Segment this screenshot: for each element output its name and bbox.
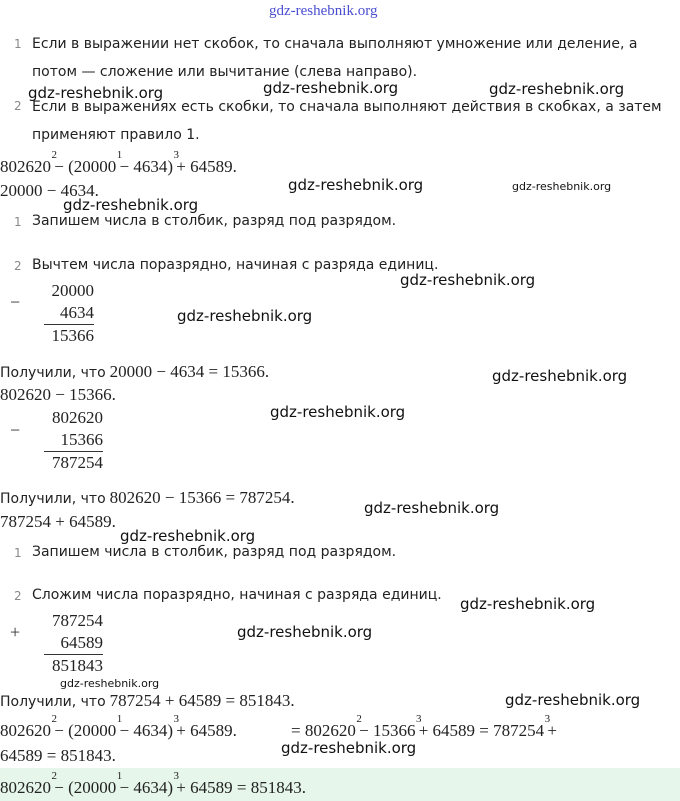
top-watermark-link[interactable]: gdz-reshebnik.org [269,3,378,19]
plus-sign: + [10,622,21,642]
step1-result: Получили, что 20000 − 4634 = 15366. [0,362,270,381]
step2-title: 802620 − 15366. [0,385,116,404]
watermark: gdz-reshebnik.org [63,196,199,214]
watermark: gdz-reshebnik.org [288,176,424,194]
rule-2-line1: Если в выражениях есть скобки, то сначала выполняют действия в скобках, а затем [32,99,662,115]
minus-sign: − [10,420,21,440]
step1-sub1-text: Запишем числа в столбик, разряд под разрядом. [32,213,397,229]
watermark: gdz-reshebnik.org [364,499,500,517]
order-mark: 3 [173,149,180,161]
watermark: gdz-reshebnik.org [460,595,596,613]
watermark: gdz-reshebnik.org [270,403,406,421]
column-subtraction-2: 802620 15366 787254 [44,407,103,474]
step3-sub1-number: 1 [14,546,22,560]
step3-sub2-text: Сложим числа поразрядно, начиная с разряда единиц. [32,587,442,603]
step1-sub2-text: Вычтем числа поразрядно, начиная с разряда единиц. [32,257,439,273]
watermark: gdz-reshebnik.org [281,739,417,757]
summary-line-1: 802620 $^2$− (20000 $^1$− 4634) $^3$+ 64589. [0,713,237,740]
step1-sub2-number: 2 [14,259,22,273]
watermark: gdz-reshebnik.org [400,271,536,289]
watermark: gdz-reshebnik.org [505,691,641,709]
summary-line-2: 64589 = 851843. [0,746,116,765]
minus-sign: − [10,292,21,312]
step3-sub2-number: 2 [14,589,22,603]
watermark: gdz-reshebnik.org [492,367,628,385]
watermark: gdz-reshebnik.org [489,80,625,98]
step2-result: Получили, что 802620 − 15366 = 787254. [0,488,295,507]
order-mark: 1 [116,149,123,161]
final-answer: 802620 $^2$− (20000 $^1$− 4634) $^3$+ 64589 = 851843. [0,770,306,797]
rule-1-line1: Если в выражении нет скобок, то сначала выполняют умножение или деление, а [32,36,638,52]
watermark: gdz-reshebnik.org [60,677,160,690]
order-mark: 2 [51,149,57,161]
watermark: gdz-reshebnik.org [28,84,164,102]
main-expression: 802620 $^2$− (20000 $^1$− 4634) $^3$+ 64589. [0,149,237,176]
column-addition: 787254 64589 851843 [44,610,103,677]
watermark: gdz-reshebnik.org [177,307,313,325]
summary-line-1-cont: = 802620 $^2$− 15366 $^3$+ 64589 = 787254 $^3$+ [291,713,557,740]
rule-2-number: 2 [14,99,22,113]
rule-1-number: 1 [14,37,22,51]
column-subtraction-1: 20000 4634 15366 [44,280,94,347]
step3-sub1-text: Запишем числа в столбик, разряд под разрядом. [32,544,397,560]
step3-title: 787254 + 64589. [0,512,116,531]
step3-result: Получили, что 787254 + 64589 = 851843. [0,691,295,710]
watermark: gdz-reshebnik.org [263,79,399,97]
watermark: gdz-reshebnik.org [120,527,256,545]
step1-sub1-number: 1 [14,215,22,229]
step1-title: 20000 − 4634. [0,181,99,200]
rule-2-line2: применяют правило 1. [32,127,200,143]
rule-1-line2: потом — сложение или вычитание (слева направо). [32,64,418,80]
watermark: gdz-reshebnik.org [512,180,612,193]
watermark: gdz-reshebnik.org [237,623,373,641]
